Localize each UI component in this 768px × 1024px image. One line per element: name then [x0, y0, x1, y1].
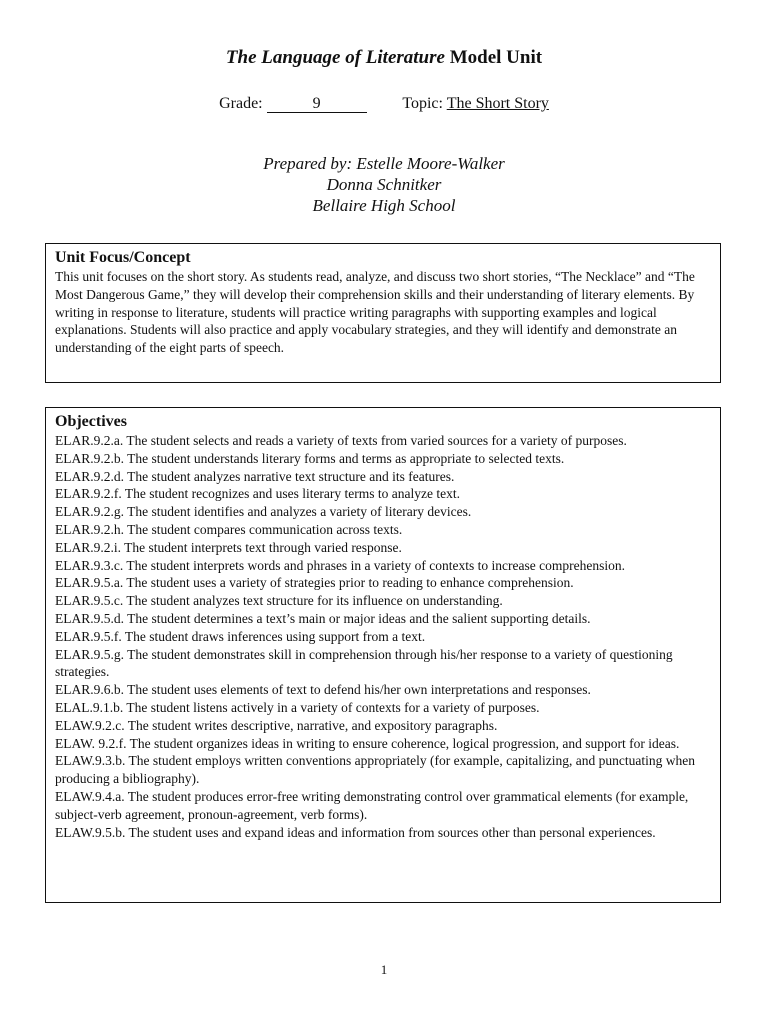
unit-focus-heading: Unit Focus/Concept: [55, 249, 191, 266]
grade-topic-line: [0, 95, 768, 113]
objective-item: ELAR.9.2.a. The student selects and reads a variety of texts from varied sources for a variety of purposes.: [55, 433, 627, 448]
objective-item: ELAR.9.6.b. The student uses elements of text to defend his/her own interpretations and responses.: [55, 682, 591, 698]
objective-item: ELAR.9.5.a. The student uses a variety of strategies prior to reading to enhance comprehension.: [55, 575, 574, 591]
unit-focus-box: [45, 243, 721, 383]
objective-item: ELAR.9.5.d. The student determines a text’s main or major ideas and the salient supporting details.: [55, 610, 591, 626]
objective-item: ELAW.9.2.c. The student writes descriptive, narrative, and expository paragraphs.: [55, 717, 498, 733]
objective-item: ELAR.9.5.g. The student demonstrates skill in comprehension through his/her response to a variety of questioning strategies.: [55, 646, 673, 680]
objective-item: ELAW.9.3.b. The student employs written conventions appropriately (for example, capitalizing, and punctuating when producing a bibliography).: [55, 753, 696, 787]
prepared-line-3: Bellaire High School: [312, 196, 456, 215]
grade-label: Grade:: [219, 95, 263, 112]
objective-item: ELAR.9.5.c. The student analyzes text structure for its influence on understanding.: [55, 593, 503, 609]
objective-item: ELAL.9.1.b. The student listens actively in a variety of contexts for a variety of purposes.: [55, 699, 540, 715]
objectives-heading: Objectives: [55, 413, 127, 430]
objectives-list: [55, 432, 711, 841]
grade-value: 9: [267, 96, 367, 113]
page-number: 1: [380, 962, 388, 977]
objective-item: ELAW.9.4.a. The student produces error-free writing demonstrating control over grammatical elements (for example, subject-verb agreement, pronoun-agreement, verb forms).: [55, 788, 689, 822]
objective-item: ELAR.9.2.h. The student compares communication across texts.: [55, 521, 403, 537]
objective-item: ELAR.9.3.c. The student interprets words and phrases in a variety of contexts to increase comprehension.: [55, 557, 625, 573]
objective-item: ELAW.9.5.b. The student uses and expand ideas and information from sources other than personal experiences.: [55, 824, 656, 840]
document-title: [0, 47, 768, 69]
title-italic: The Language of Literature: [225, 47, 445, 68]
prepared-line-1: Prepared by: Estelle Moore-Walker: [263, 154, 505, 173]
prepared-by-block: [0, 153, 768, 216]
unit-focus-text: This unit focuses on the short story. As students read, analyze, and discuss two short stories, “The Necklace” and “The Most Dangerous Game,” they will develop their comprehension skills and their understanding of literary elements. By writing in response to literature, students will practice writing paragraphs with supporting examples and logical explanations. Students will also practice and apply vocabulary strategies, and they will identify and demonstrate an understanding of the eight parts of speech.: [55, 269, 695, 356]
objective-item: ELAW. 9.2.f. The student organizes ideas in writing to ensure coherence, logical progression, and support for ideas.: [55, 735, 680, 751]
title-regular: Model Unit: [449, 47, 543, 68]
topic-value: The Short Story: [446, 95, 549, 112]
objectives-box: [45, 407, 721, 903]
objective-item: ELAR.9.2.g. The student identifies and analyzes a variety of literary devices.: [55, 504, 472, 520]
objective-item: ELAR.9.2.b. The student understands literary forms and terms as appropriate to selected texts.: [55, 450, 565, 466]
objective-item: ELAR.9.2.f. The student recognizes and uses literary terms to analyze text.: [55, 486, 460, 502]
objective-item: ELAR.9.2.d. The student analyzes narrative text structure and its features.: [55, 468, 455, 484]
objective-item: ELAR.9.5.f. The student draws inferences using support from a text.: [55, 628, 426, 644]
prepared-line-2: Donna Schnitker: [326, 175, 442, 194]
objective-item: ELAR.9.2.i. The student interprets text through varied response.: [55, 539, 402, 555]
topic-label: Topic:: [402, 95, 443, 112]
